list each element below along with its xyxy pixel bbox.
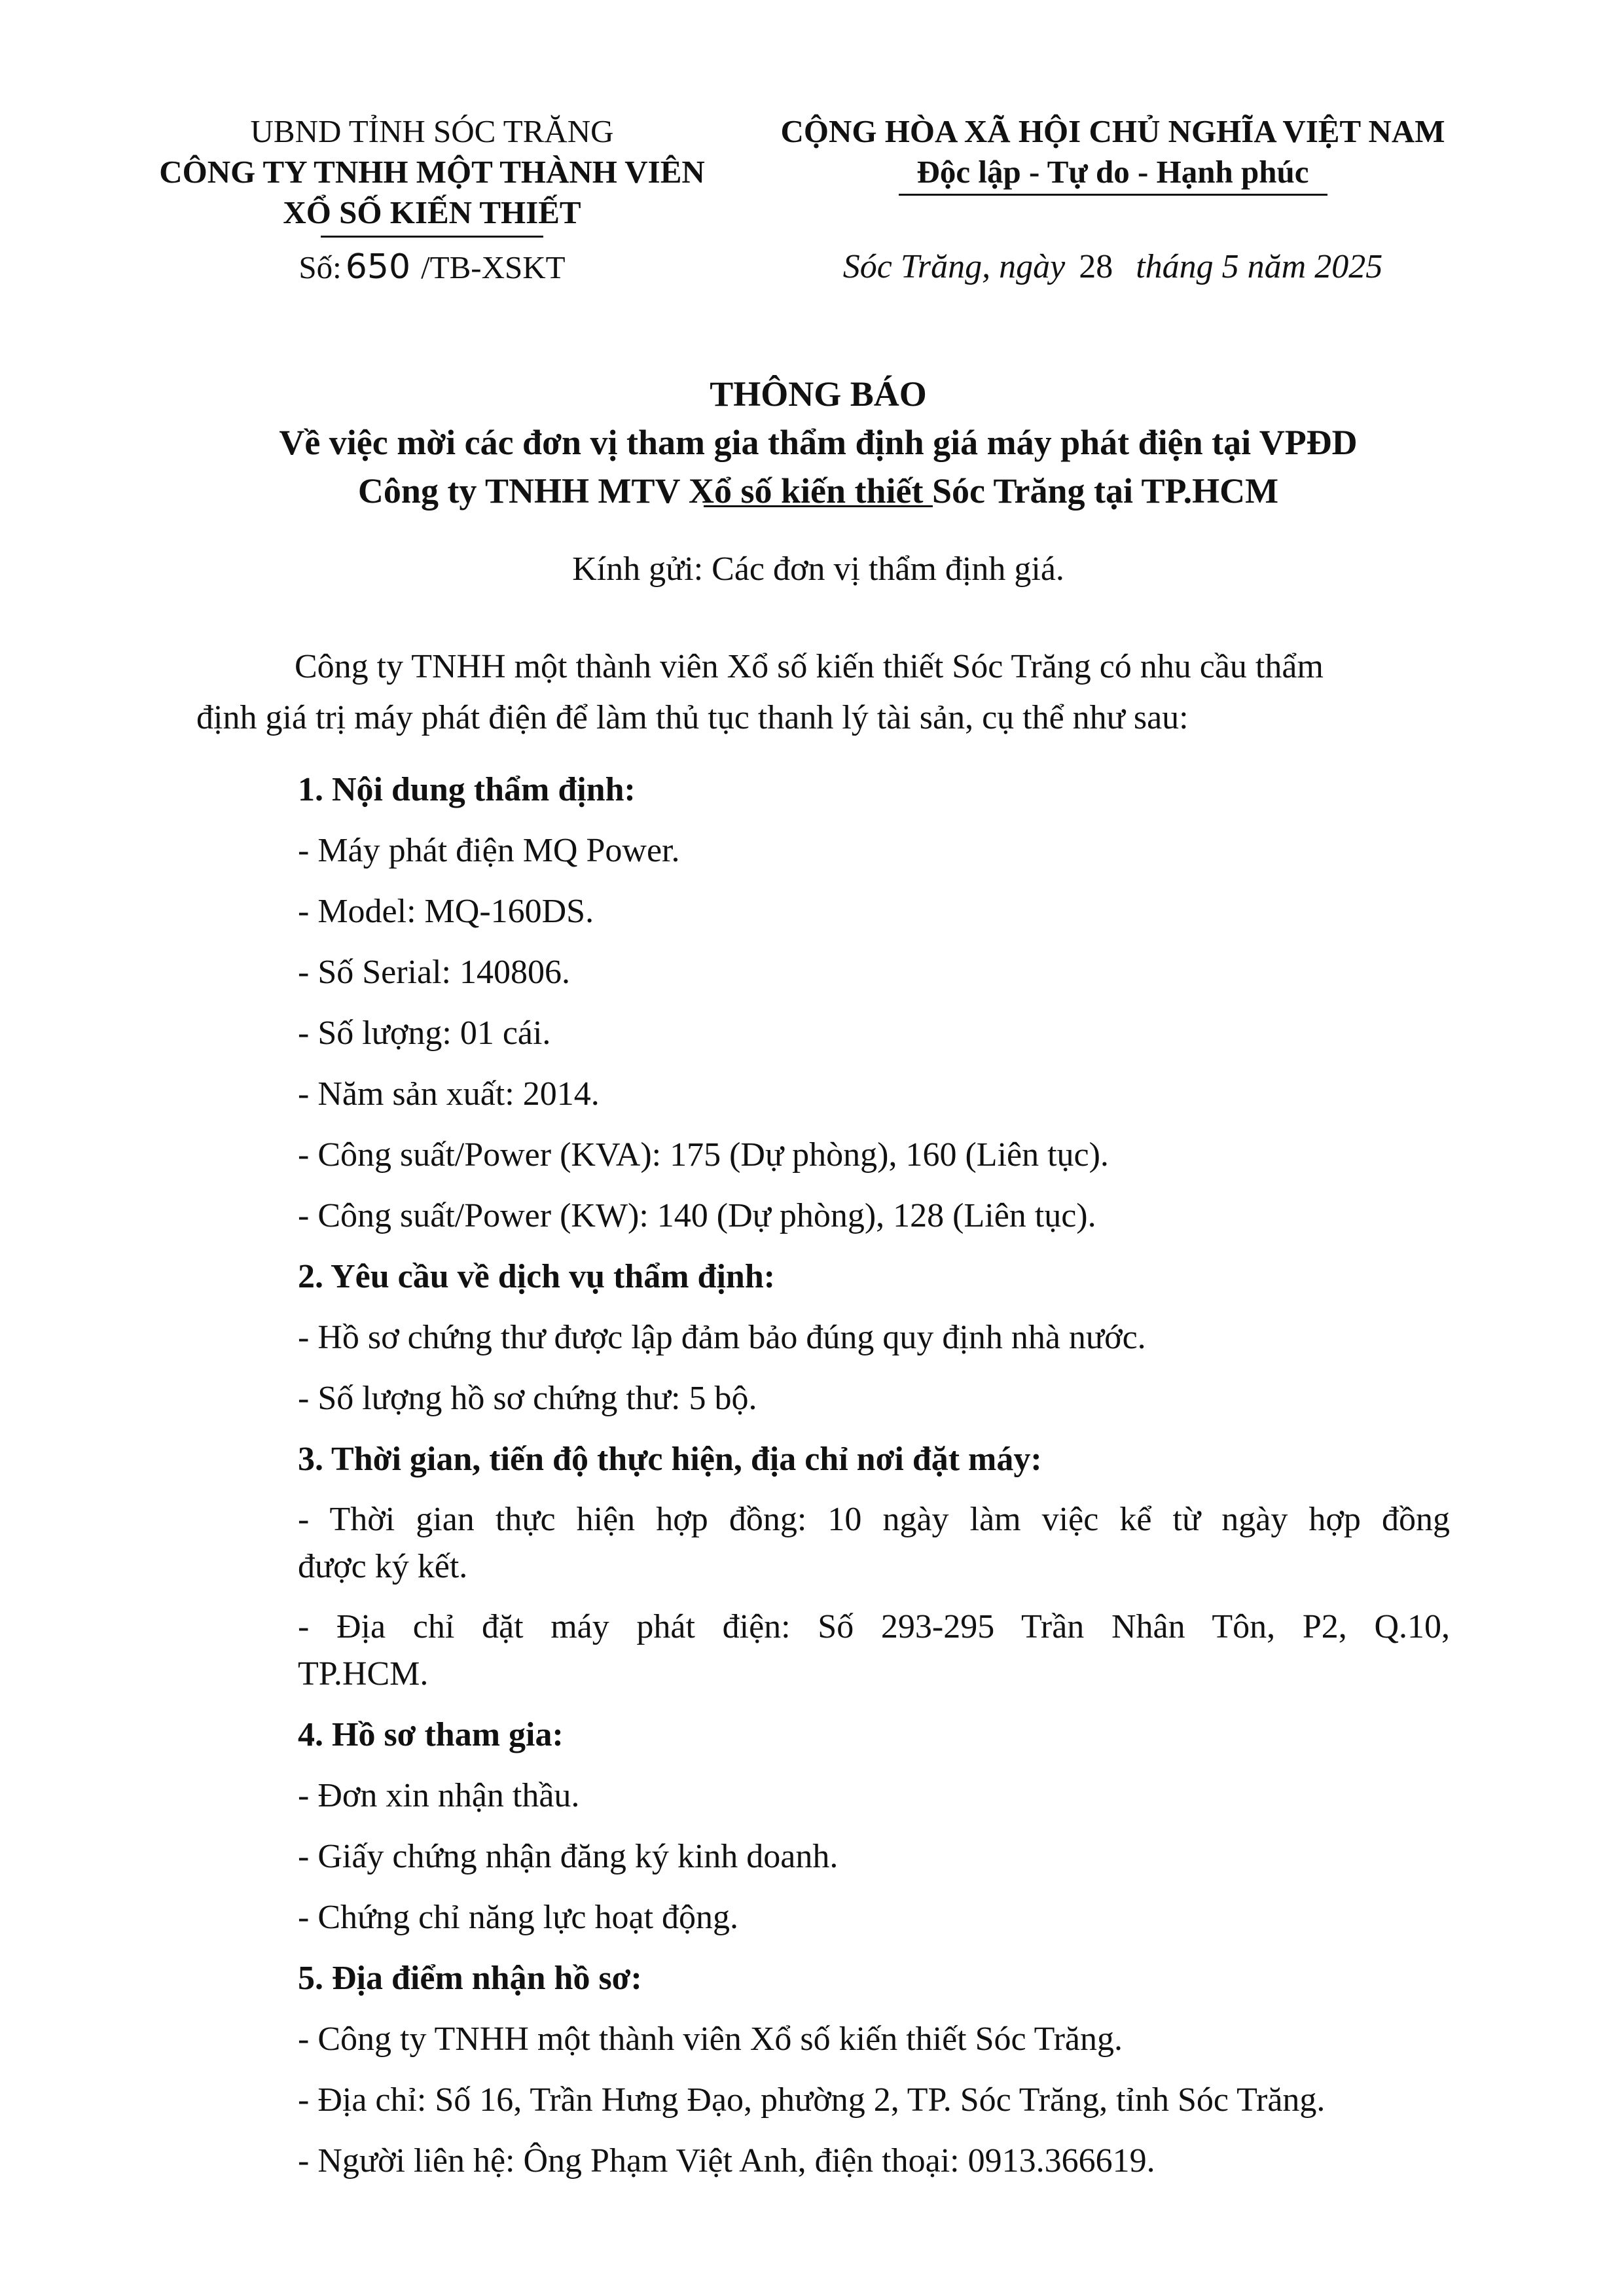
section-2-heading: 2. Yêu cầu về dịch vụ thẩm định: bbox=[298, 1258, 776, 1295]
section-1-heading: 1. Nội dung thẩm định: bbox=[298, 771, 636, 808]
document-number bbox=[131, 247, 733, 287]
list-item-machine-address bbox=[298, 1597, 1450, 1704]
list-item: - Công suất/Power (KW): 140 (Dự phòng), 128 (Liên tục). bbox=[298, 1197, 1096, 1234]
date-suffix: tháng 5 năm 2025 bbox=[1136, 248, 1383, 285]
list-item: - Công ty TNHH một thành viên Xổ số kiến thiết Sóc Trăng. bbox=[298, 2020, 1123, 2058]
document-date bbox=[740, 247, 1486, 286]
issuer-company: CÔNG TY TNHH MỘT THÀNH VIÊN bbox=[159, 154, 705, 190]
list-item: - Hồ sơ chứng thư được lập đảm bảo đúng quy định nhà nước. bbox=[298, 1319, 1146, 1356]
national-motto-block bbox=[740, 111, 1486, 196]
list-item-contract-time bbox=[298, 1490, 1450, 1597]
contract-time-line2: được ký kết. bbox=[298, 1548, 468, 1585]
document-number-suffix: /TB-XSKT bbox=[421, 249, 566, 285]
section-3-heading: 3. Thời gian, tiến độ thực hiện, địa chỉ nơi đặt máy: bbox=[298, 1441, 1042, 1478]
list-item: - Số Serial: 140806. bbox=[298, 954, 570, 991]
intro-line1: Công ty TNHH một thành viên Xổ số kiến thiết Sóc Trăng có nhu cầu thẩm bbox=[295, 648, 1324, 685]
date-day: 28 bbox=[1079, 248, 1113, 285]
document-number-prefix: Số: bbox=[298, 249, 342, 285]
list-item: - Số lượng: 01 cái. bbox=[298, 1014, 551, 1052]
machine-address-line2: TP.HCM. bbox=[298, 1655, 429, 1693]
sections bbox=[298, 759, 1450, 2191]
issuer-underline bbox=[321, 236, 543, 238]
document-number-value: 650 bbox=[345, 247, 411, 287]
contract-time-line1: - Thời gian thực hiện hợp đồng: 10 ngày làm việc kể từ ngày hợp đồng bbox=[298, 1501, 1450, 1538]
document-subtitle-line1: Về việc mời các đơn vị tham gia thẩm định giá máy phát điện tại VPĐD bbox=[279, 423, 1358, 462]
greeting: Kính gửi: Các đơn vị thẩm định giá. bbox=[572, 550, 1064, 588]
intro-paragraph bbox=[196, 641, 1453, 744]
list-item: - Công suất/Power (KVA): 175 (Dự phòng), 160 (Liên tục). bbox=[298, 1136, 1109, 1174]
national-title: CỘNG HÒA XÃ HỘI CHỦ NGHĨA VIỆT NAM bbox=[780, 113, 1445, 149]
issuer-company-line2: XỔ SỐ KIẾN THIẾT bbox=[283, 194, 581, 230]
intro-line2: định giá trị máy phát điện để làm thủ tục thanh lý tài sản, cụ thể như sau: bbox=[196, 699, 1189, 736]
section-5-heading: 5. Địa điểm nhận hồ sơ: bbox=[298, 1960, 642, 1997]
document-subtitle-line2: Công ty TNHH MTV Xổ số kiến thiết Sóc Trăng tại TP.HCM bbox=[357, 471, 1279, 511]
list-item: - Số lượng hồ sơ chứng thư: 5 bộ. bbox=[298, 1380, 757, 1417]
title-underline bbox=[704, 505, 933, 507]
list-item: - Năm sản xuất: 2014. bbox=[298, 1075, 600, 1113]
list-item: - Người liên hệ: Ông Phạm Việt Anh, điện thoại: 0913.366619. bbox=[298, 2142, 1155, 2179]
list-item: - Máy phát điện MQ Power. bbox=[298, 832, 680, 869]
document-title: THÔNG BÁO bbox=[710, 374, 927, 414]
issuer-authority: UBND TỈNH SÓC TRĂNG bbox=[250, 113, 614, 149]
list-item: - Giấy chứng nhận đăng ký kinh doanh. bbox=[298, 1838, 839, 1875]
date-prefix: Sóc Trăng, ngày bbox=[842, 248, 1066, 285]
motto-underline bbox=[899, 194, 1327, 196]
section-4-heading: 4. Hồ sơ tham gia: bbox=[298, 1716, 564, 1753]
list-item: - Model: MQ-160DS. bbox=[298, 893, 594, 930]
list-item: - Đơn xin nhận thầu. bbox=[298, 1777, 580, 1814]
national-motto: Độc lập - Tự do - Hạnh phúc bbox=[916, 154, 1309, 190]
title-block bbox=[131, 370, 1506, 515]
list-item: - Địa chỉ: Số 16, Trần Hưng Đạo, phường 2, TP. Sóc Trăng, tỉnh Sóc Trăng. bbox=[298, 2081, 1326, 2119]
list-item: - Chứng chỉ năng lực hoạt động. bbox=[298, 1899, 739, 1936]
issuer-block bbox=[131, 111, 733, 238]
machine-address-line1: - Địa chỉ đặt máy phát điện: Số 293-295 Trần Nhân Tôn, P2, Q.10, bbox=[298, 1608, 1450, 1645]
